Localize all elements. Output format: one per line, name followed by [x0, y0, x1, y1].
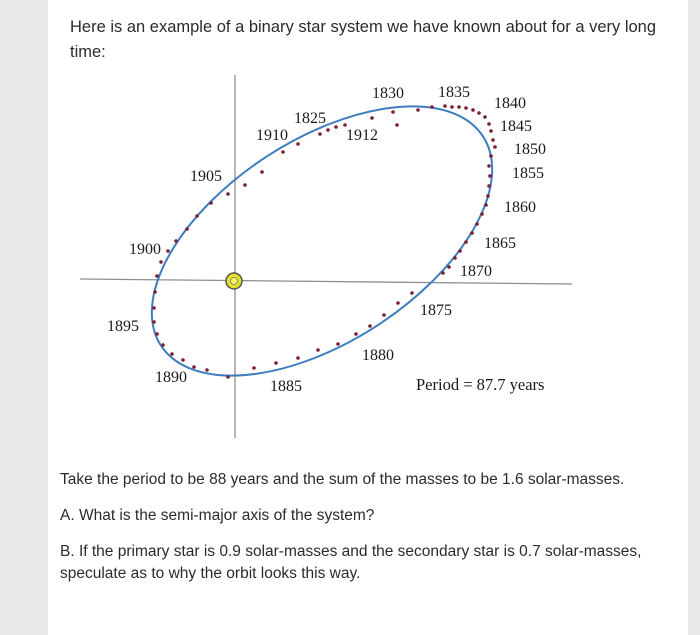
- year-label: 1825: [294, 110, 326, 127]
- observation-dots: [152, 104, 497, 379]
- year-label: 1840: [494, 95, 526, 112]
- year-label: 1895: [107, 318, 139, 335]
- question-b: B. If the primary star is 0.9 solar-masses and the secondary star is 0.7 solar-masses, speculate as to why the orbit looks this way.: [60, 543, 642, 582]
- primary-star-core: [231, 278, 238, 285]
- year-label: 1912: [346, 127, 378, 144]
- year-label: 1875: [420, 302, 452, 319]
- year-label: 1845: [500, 118, 532, 135]
- question-intro: Take the period to be 88 years and the sum of the masses to be 1.6 solar-masses.: [60, 471, 625, 488]
- year-label: 1855: [512, 165, 544, 182]
- year-label: 1885: [270, 378, 302, 395]
- period-label: Period = 87.7 years: [416, 375, 545, 394]
- year-label: 1905: [190, 168, 222, 185]
- year-label: 1910: [256, 127, 288, 144]
- intro-text: Here is an example of a binary star system we have known about for a very long time:: [70, 18, 657, 61]
- year-label: 1860: [504, 199, 536, 216]
- year-label: 1890: [155, 369, 187, 386]
- horizontal-axis: [80, 279, 572, 284]
- year-label: 1880: [362, 347, 394, 364]
- year-label: 1850: [514, 141, 546, 158]
- year-label: 1870: [460, 263, 492, 280]
- year-label: 1865: [484, 235, 516, 252]
- year-label: 1835: [438, 84, 470, 101]
- year-label: 1900: [129, 241, 161, 258]
- question-a: A. What is the semi-major axis of the system?: [60, 507, 375, 524]
- year-label: 1830: [372, 85, 404, 102]
